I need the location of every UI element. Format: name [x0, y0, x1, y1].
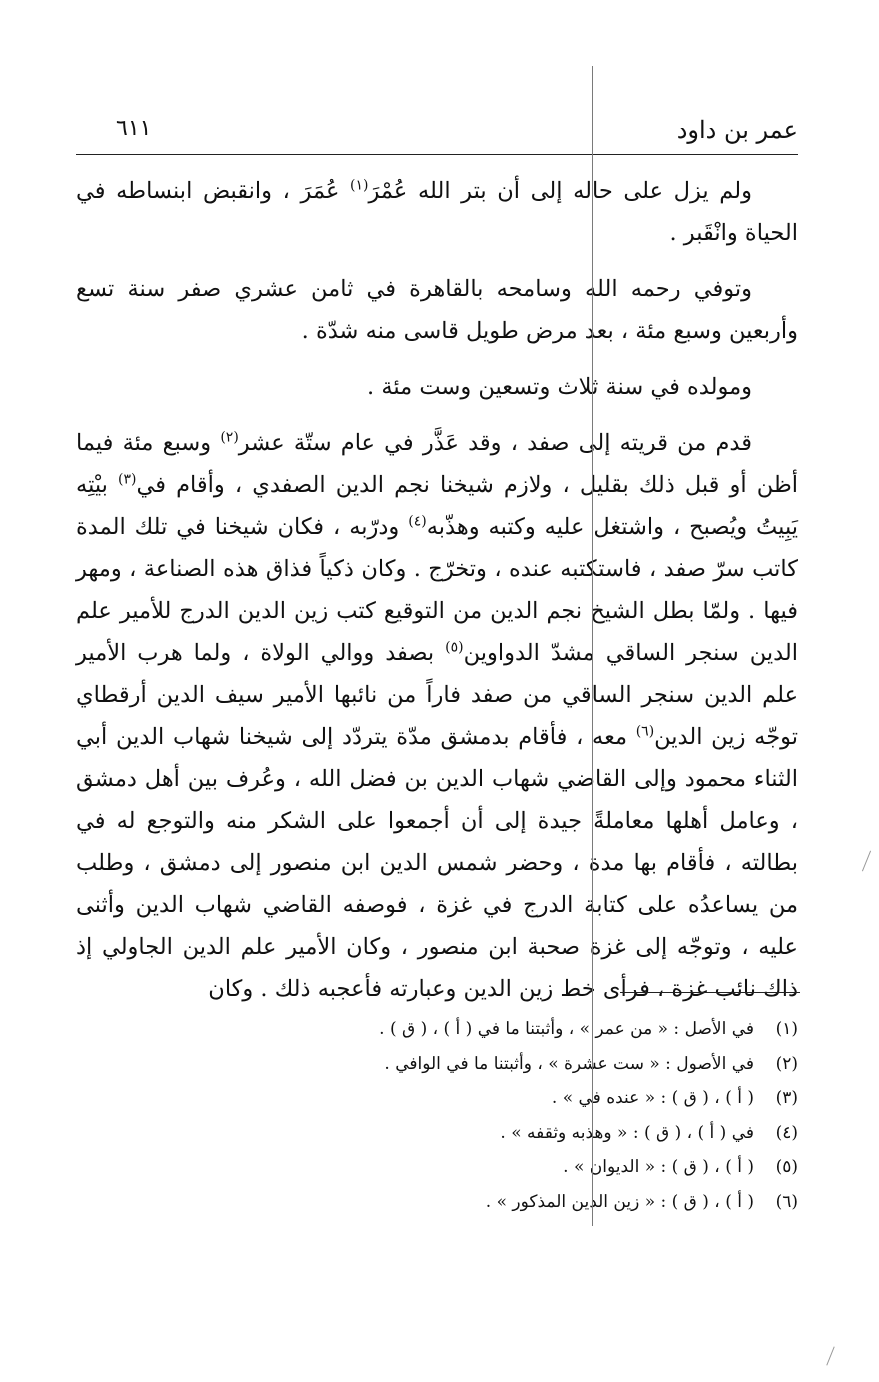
scan-mark [826, 1347, 834, 1366]
footnote-text: ( أ ) ، ( ق ) : « عنده في » . [551, 1088, 754, 1108]
footnote-text: ( أ ) ، ( ق ) : « زين الدين المذكور » . [485, 1191, 754, 1212]
footnote-number: (١) [775, 1019, 798, 1039]
footnotes [76, 1012, 798, 1219]
footnote [76, 1012, 798, 1047]
footnote-number: (٥) [775, 1157, 798, 1177]
running-title: عمر بن داود [676, 116, 798, 144]
paragraph-text: بصفد ووالي الولاة ، ولما هرب الأمير علم الدين سنجر الساقي من صفد فاراً من نائبها الأمير سيف الدين أرقطاي توجّه زين الدين [76, 640, 798, 750]
paragraph-text: عُمَرَ ، وانقبض ابنساطه في الحياة وانْقَبر . [76, 178, 798, 246]
footnote-number: (٢) [775, 1053, 798, 1074]
paragraph [76, 170, 798, 254]
page-header [76, 112, 798, 155]
paragraph-text: وتوفي رحمه الله وسامحه بالقاهرة في ثامن عشري صفر سنة تسع وأربعين وسبع مئة ، بعد مرض طويل قاسى منه شدّة . [76, 276, 798, 344]
paragraph-text: معه ، فأقام بدمشق مدّة يتردّد إلى شيخنا شهاب الدين أبي الثناء محمود وإلى القاضي شهاب الدين بن فضل الله ، وعُرف بين أهل دمشق ، وعامل أهلها معاملةً جيدة إلى أن أجمعوا على الشكر منه والتوجع له في بطالته ، فأقام بها مدة ، وحضر شمس الدين ابن منصور إلى دمشق ، وطلب من يساعدُه على كتابة الدرج في غزة ، فوصفه القاضي شهاب الدين وأثنى عليه ، وتوجّه إلى غزة صحبة ابن منصور ، وكان الأمير علم الدين الجاولي إذ ذاك نائب غزة ، فرأى خط زين الدين وعبارته فأعجبه ذلك . وكان [76, 724, 798, 1002]
footnote-reference: (٢) [220, 429, 239, 446]
scan-fold-line [592, 66, 593, 1226]
paragraph-text: ومولده في سنة ثلاث وتسعين وست مئة . [367, 374, 752, 400]
paragraph-text: وسبع مئة فيما أظن أو قبل ذلك بقليل ، ولازم شيخنا نجم الدين الصفدي ، وأقام في [76, 430, 798, 498]
footnote-reference: (٥) [445, 639, 464, 656]
footnote-reference: (١) [350, 177, 369, 194]
footnote-number: (٦) [775, 1191, 798, 1212]
footnote [76, 1081, 798, 1116]
footnote-text: في ( أ ) ، ( ق ) : « وهذبه وثقفه » . [500, 1122, 754, 1143]
paragraph-text: ولم يزل على حاله إلى أن بتر الله عُمْرَ [368, 178, 752, 204]
footnote-text: ( أ ) ، ( ق ) : « الديوان » . [563, 1157, 754, 1177]
page-number: ٦١١ [116, 116, 152, 141]
scan-mark [862, 851, 871, 872]
paragraph-text: ودرّبه ، فكان شيخنا في تلك المدة كاتب سرّ صفد ، فاستكتبه عنده ، وتخرّج . وكان ذكياً فذاق هذه الصناعة ، ومهر فيها . ولمّا بطل الشيخ نجم الدين من التوقيع كتب زين الدين الدرج للأمير علم الدين سنجر الساقي مشدّ الدواوين [76, 514, 798, 666]
footnote [76, 1047, 798, 1082]
footnote [76, 1185, 798, 1220]
footnote-reference: (٤) [408, 513, 427, 530]
paragraph [76, 366, 798, 408]
paragraph-text: قدم من قريته إلى صفد ، وقد عَذَّر في عام ستّة عشر [238, 430, 752, 456]
footnote-number: (٤) [775, 1122, 798, 1143]
footnote-text: في الأصول : « ست عشرة » ، وأثبتنا ما في الوافي . [384, 1053, 754, 1074]
footnote [76, 1150, 798, 1185]
footnote-reference: (٣) [118, 471, 137, 488]
paragraph-text: بيْتِه يَبِيتُ ويُصبح ، واشتغل عليه وكتبه وهذّبه [76, 472, 798, 540]
footnote-separator [620, 992, 800, 993]
main-text [76, 170, 798, 1010]
footnote-reference: (٦) [635, 723, 655, 740]
footnote-text: في الأصل : « من عمر » ، وأثبتنا ما في ( أ ) ، ( ق ) . [379, 1019, 754, 1039]
footnote-number: (٣) [775, 1088, 798, 1108]
footnote [76, 1116, 798, 1151]
paragraph [76, 422, 798, 1010]
paragraph [76, 268, 798, 352]
